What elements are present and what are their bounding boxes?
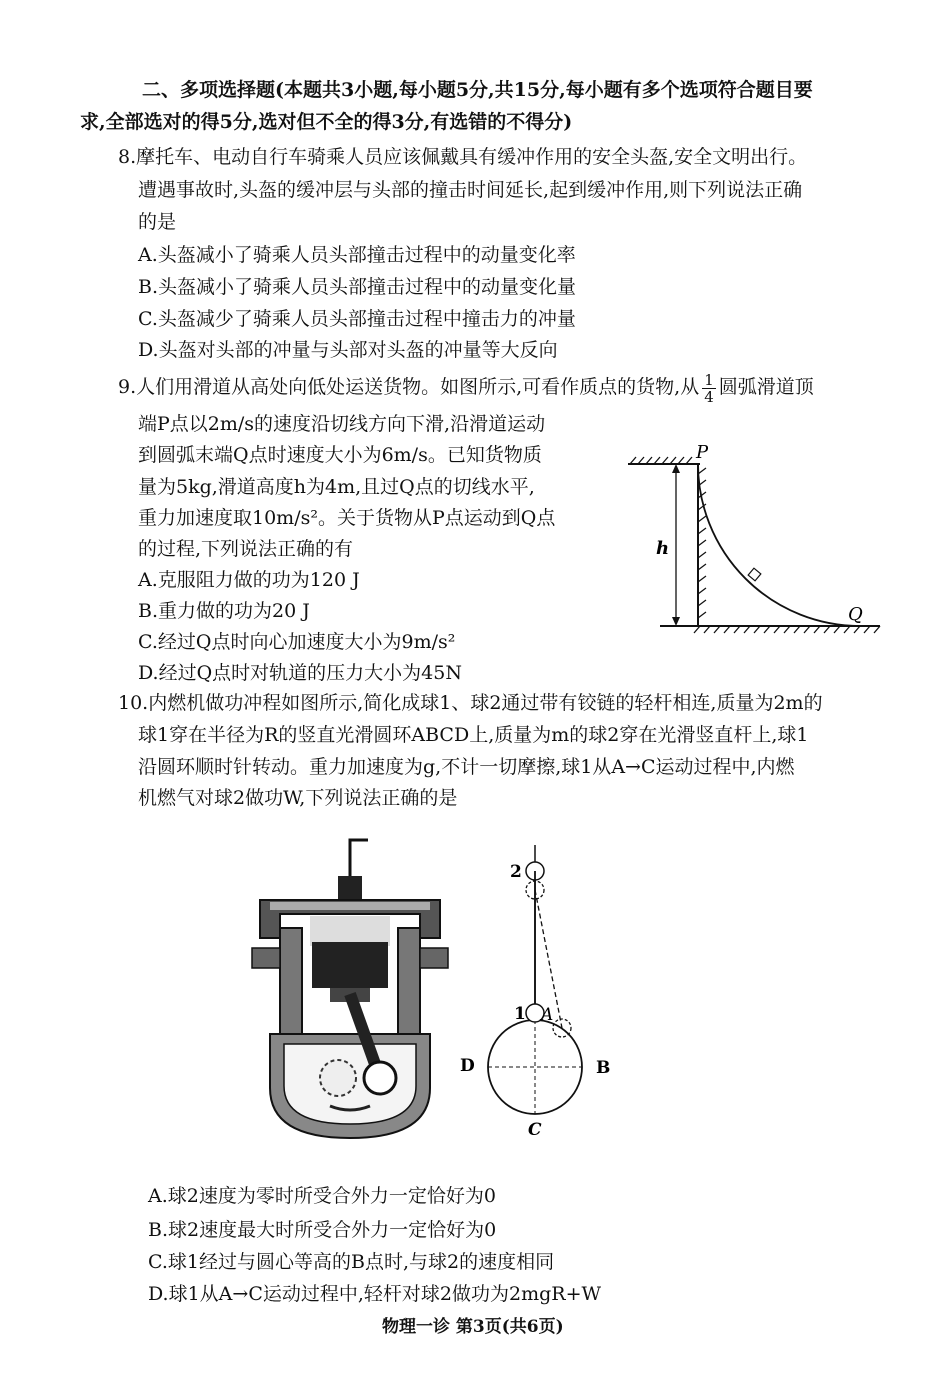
section-header-line2: 求,全部选对的得5分,选对但不全的得3分,有选错的不得分) bbox=[80, 111, 573, 133]
label-a: A bbox=[541, 1005, 554, 1025]
q8-option-d: D.头盔对头部的冲量与头部对头盔的冲量等大反向 bbox=[138, 339, 558, 361]
q8-stem-line2: 遭遇事故时,头盔的缓冲层与头部的撞击时间延长,起到缓冲作用,则下列说法正确 bbox=[138, 179, 803, 201]
q10-option-a: A.球2速度为零时所受合外力一定恰好为0 bbox=[148, 1185, 496, 1207]
label-h: h bbox=[656, 538, 670, 559]
section-header-line1: 二、多项选择题(本题共3小题,每小题5分,共15分,每小题有多个选项符合题目要 bbox=[142, 79, 813, 101]
slide-arc bbox=[698, 464, 860, 626]
q10-stem-line: 球1穿在半径为R的竖直光滑圆环ABCD上,质量为m的球2穿在光滑竖直杆上,球1 bbox=[138, 724, 809, 746]
q9-stem-line: 的过程,下列说法正确的有 bbox=[138, 538, 354, 560]
q10-stem-line: 10.内燃机做功冲程如图所示,简化成球1、球2通过带有铰链的轻杆相连,质量为2m的 bbox=[118, 692, 823, 714]
label-2: 2 bbox=[510, 862, 522, 882]
label-c: C bbox=[528, 1120, 542, 1140]
q10-option-b: B.球2速度最大时所受合外力一定恰好为0 bbox=[148, 1219, 497, 1241]
q9-slide-figure bbox=[620, 440, 885, 640]
q10-option-d: D.球1从A→C运动过程中,轻杆对球2做功为2mgR+W bbox=[148, 1283, 602, 1305]
q9-stem-b: 圆弧滑道顶 bbox=[718, 376, 814, 398]
q9-option-b: B.重力做的功为20 J bbox=[138, 600, 310, 622]
ring-rod-schematic bbox=[450, 845, 630, 1140]
ceiling-hatch bbox=[630, 457, 692, 464]
q9-stem-line: 到圆弧末端Q点时速度大小为6m/s。已知货物质 bbox=[138, 444, 542, 466]
q8-stem-line1: 8.摩托车、电动自行车骑乘人员应该佩戴具有缓冲作用的安全头盔,安全文明出行。 bbox=[118, 146, 808, 168]
label-q: Q bbox=[848, 604, 863, 625]
q9-option-d: D.经过Q点时对轨道的压力大小为45N bbox=[138, 662, 462, 684]
q9-option-c: C.经过Q点时向心加速度大小为9m/s² bbox=[138, 631, 456, 653]
wall-hatch bbox=[698, 468, 706, 618]
q10-stem-line: 机燃气对球2做功W,下列说法正确的是 bbox=[138, 787, 458, 809]
q9-stem-a: 9.人们用滑道从高处向低处运送货物。如图所示,可看作质点的货物,从 bbox=[118, 376, 700, 398]
q9-stem-first-line bbox=[118, 370, 814, 405]
q8-option-a: A.头盔减小了骑乘人员头部撞击过程中的动量变化率 bbox=[138, 244, 576, 266]
label-b: B bbox=[596, 1058, 611, 1078]
page-footer: 物理一诊 第3页(共6页) bbox=[382, 1317, 564, 1337]
cargo-box bbox=[748, 568, 761, 581]
label-1: 1 bbox=[514, 1004, 526, 1024]
q10-stem-line: 沿圆环顺时针转动。重力加速度为g,不计一切摩擦,球1从A→C运动过程中,内燃 bbox=[138, 756, 795, 778]
q8-stem-line3: 的是 bbox=[138, 211, 177, 233]
engine-cross-section-figure bbox=[250, 838, 450, 1148]
label-d: D bbox=[460, 1056, 475, 1076]
q9-fraction-numerator: 1 bbox=[704, 370, 714, 389]
q8-option-b: B.头盔减小了骑乘人员头部撞击过程中的动量变化量 bbox=[138, 276, 577, 298]
q9-stem-line: 重力加速度取10m/s²。关于货物从P点运动到Q点 bbox=[138, 507, 556, 529]
q9-fraction-denominator: 4 bbox=[704, 387, 714, 406]
q9-fraction bbox=[702, 372, 716, 405]
q9-option-a: A.克服阻力做的功为120 J bbox=[138, 569, 360, 591]
q10-option-c: C.球1经过与圆心等高的B点时,与球2的速度相同 bbox=[148, 1251, 555, 1273]
q9-stem-line: 端P点以2m/s的速度沿切线方向下滑,沿滑道运动 bbox=[138, 413, 546, 435]
q8-option-c: C.头盔减少了骑乘人员头部撞击过程中撞击力的冲量 bbox=[138, 308, 576, 330]
q9-stem-line: 量为5kg,滑道高度h为4m,且过Q点的切线水平, bbox=[138, 476, 535, 498]
label-p: P bbox=[696, 442, 709, 463]
ground-hatch bbox=[694, 626, 880, 633]
